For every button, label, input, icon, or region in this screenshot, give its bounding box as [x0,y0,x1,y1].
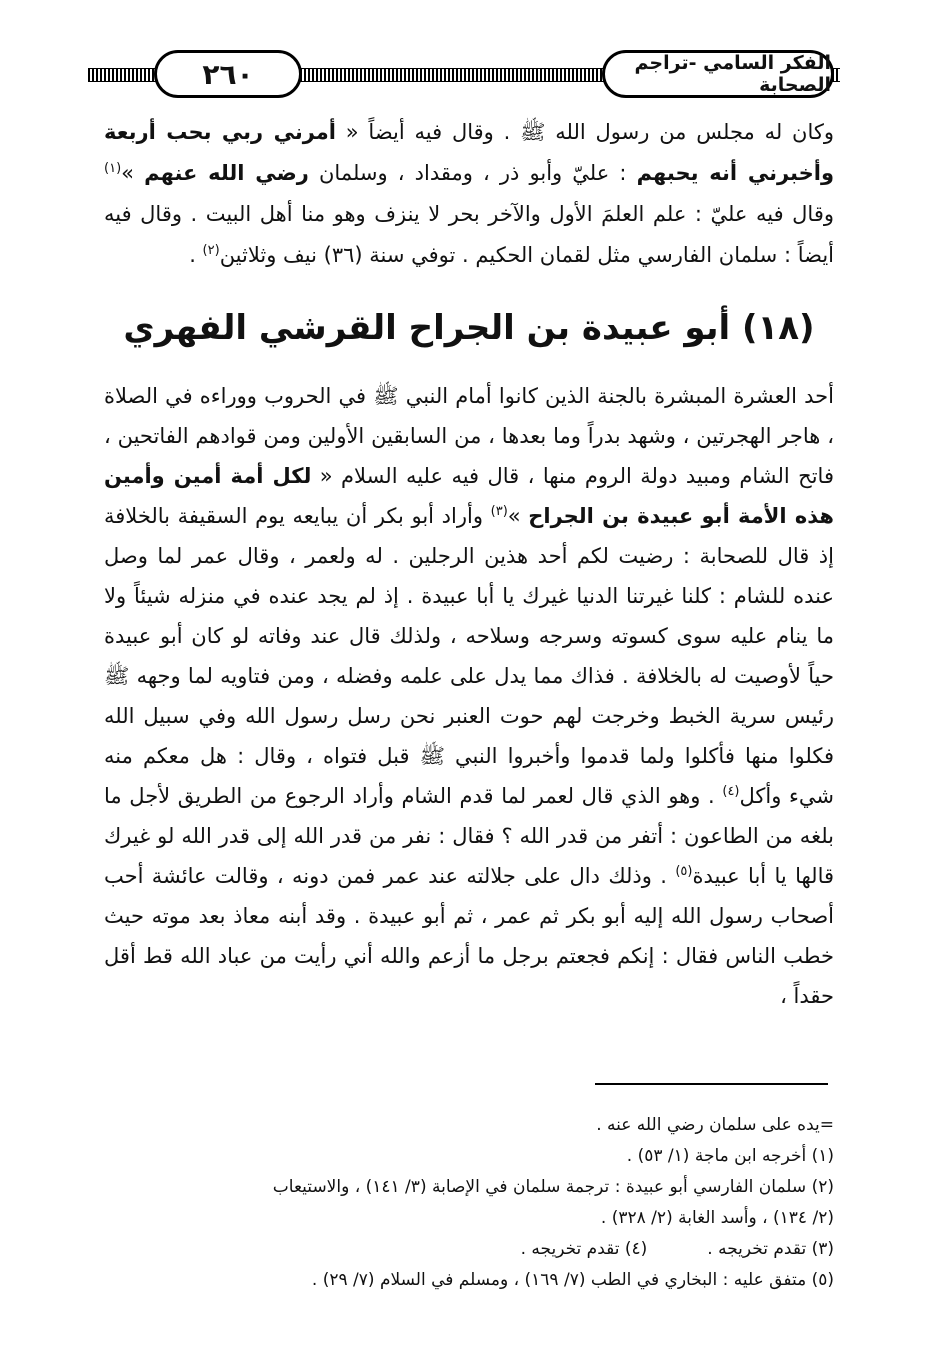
footnote-1: (١) أخرجه ابن ماجة (١/ ٥٣) . [626,1146,834,1166]
text: أيضاً : سلمان الفارسي مثل لقمان الحكيم . توفي سنة (٣٦) نيف وثلاثين [219,243,834,267]
text: » [507,504,529,528]
paragraph-abu-ubayda [104,376,834,1016]
section-heading: (١٨) أبو عبيدة بن الجراح القرشي الفهري [123,308,815,348]
footnotes [94,1110,834,1296]
footnote-continuation: =يده على سلمان رضي الله عنه . [596,1115,834,1135]
hadith-text: وأخبرني أنه يحبهم [636,161,834,185]
running-title: الفكر السامي -تراجم الصحابة [602,50,834,98]
footnote-ref-4[interactable]: (٤) [722,784,740,799]
text: . وذلك دال على جلالته عند عمر فمن دونه ، وقالت عائشة أحب أصحاب رسول الله إليه أبو بكر ثم عمر ، ثم أبو عبيدة . وقد أبنه معاذ بعد موته حيث خطب الناس فقال : إنكم فجعتم برجل ما أزعم والله أني رأيت من عباد الله قط أقل حقداً ، [104,864,834,1008]
text: » [121,161,145,185]
text: . [189,243,203,267]
footnote-ref-1[interactable]: (١) [104,161,122,176]
text: وقال [792,202,834,226]
footnote-ref-2[interactable]: (٢) [202,243,220,258]
text: : عليّ وأبو ذر ، ومقداد ، وسلمان [308,161,637,185]
text: فيه عليّ : علم العلمَ الأول والآخر بحر لا ينزف وهو منا أهل البيت . وقال فيه [104,202,784,226]
footnote-3-4-row [94,1234,834,1265]
hadith-text: لكل أمة أمين وأمين هذه الأمة أبو عبيدة بن الجراح [104,464,834,528]
footnote-5: (٥) متفق عليه : البخاري في الطب (٧/ ١٦٩) ، ومسلم في السلام (٧/ ٢٩) . [311,1270,834,1290]
hadith-text: أمرني ربي بحب أربعة [104,120,336,144]
footnote-divider [595,1083,828,1085]
text: وأراد أبو بكر أن يبايعه يوم السقيفة بالخلافة إذ قال للصحابة : رضيت لكم أحد هذين الرجلين . له ولعمر ، وقال عمر لما وصل عنده للشام : كلنا غيرتنا الدنيا غيرك يا أبا عبيدة . إذ لم يجد عنده في منزله شيئاً ولا ما ينام عليه سوى كسوته وسرجه وسلاحه ، ولذلك قال عند وفاته لو كان أبو عبيدة حياً لأوصيت له بالخلافة . فذاك مما يدل على علمه وفضله ، ومن فتاويه لما وجهه ﷺ رئيس سرية الخبط وخرجت لهم حوت العنبر نحن رسل رسول الله وفي سبيل الله فكلوا منها فأكلوا ولما قدموا وأخبروا النبي ﷺ قبل فتواه ، وقال : هل معكم منه شيء وأكل [104,504,834,808]
footnote-ref-3[interactable]: (٣) [490,504,508,519]
footnote-4: (٤) تقدم تخريجه . [520,1239,648,1259]
text: وكان له مجلس من رسول الله ﷺ . وقال فيه أيضاً « [335,120,835,144]
page-number: ٢٦٠ [154,50,302,98]
honorific: رضي الله عنهم [144,161,309,185]
page-header [88,48,840,100]
text: أحد العشرة المبشرة بالجنة الذين كانوا أمام النبي ﷺ في الحروب ووراءه في الصلاة ، هاجر الهجرتين ، وشهد بدراً وما بعدها ، من السابقين الأولين ومن قوادهم الفاتحين ، فاتح الشام ومبيد دولة الروم منها ، قال فيه عليه السلام « [104,384,834,488]
text: . وهو الذي قال لعمر لما قدم الشام وأراد الرجوع من الطريق لأجل ما بلغه من الطاعون : أتفر من قدر الله ؟ فقال : نفر من قدر الله إلى قدر الله لو غيرك قالها يا أبا عبيدة [104,784,835,888]
footnote-2: (٢) سلمان الفارسي أبو عبيدة : ترجمة سلمان في الإصابة (٣/ ١٤١) ، والاستيعاب [272,1177,834,1197]
footnote-2-continued: (٢/ ١٣٤) ، وأسد الغابة (٢/ ٣٢٨) . [600,1208,834,1228]
paragraph-salman-ending [104,112,834,276]
footnote-ref-5[interactable]: (٥) [675,864,693,879]
footnote-3: (٣) تقدم تخريجه . [707,1239,834,1259]
